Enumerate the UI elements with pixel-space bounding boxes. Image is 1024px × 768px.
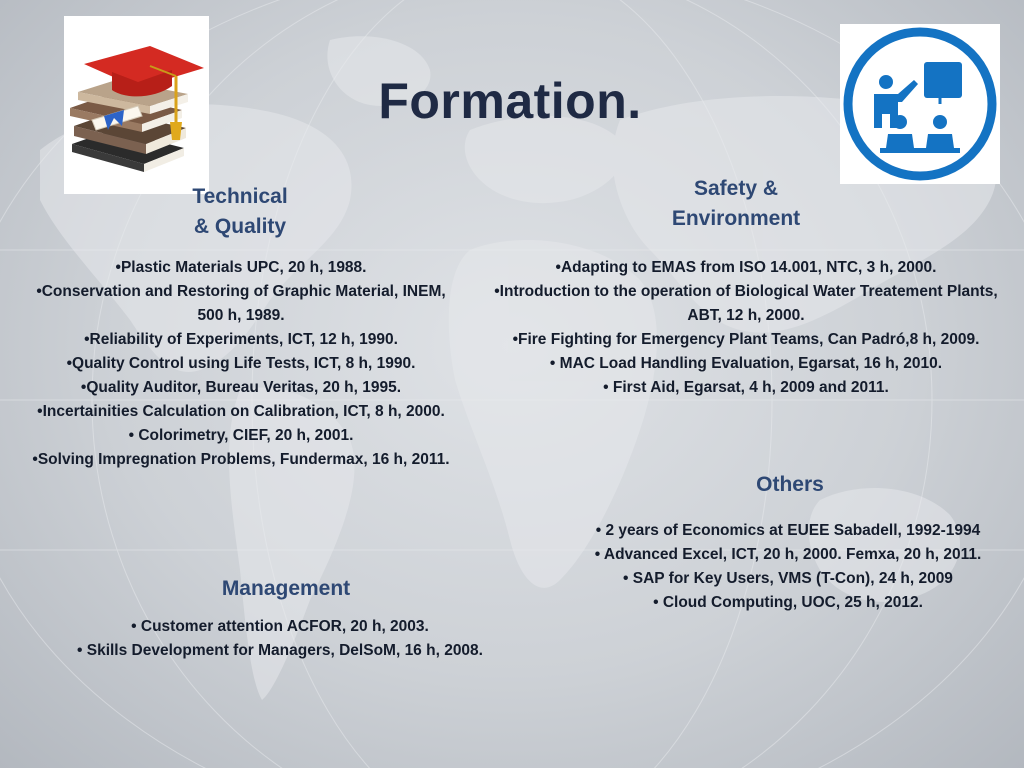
management-list [30, 615, 530, 663]
technical-heading-line1: Technical [192, 185, 288, 208]
list-item: • Customer attention ACFOR, 20 h, 2003. [131, 618, 429, 635]
list-item: • MAC Load Handling Evaluation, Egarsat, 16 h, 2010. [549, 355, 943, 372]
list-item: •Introduction to the operation of Biological Water Treatement Plants, ABT, 12 h, 2000. [494, 283, 998, 324]
technical-quality-heading [130, 182, 350, 242]
list-item: • First Aid, Egarsat, 4 h, 2009 and 2011. [603, 379, 889, 396]
list-item: •Adapting to EMAS from ISO 14.001, NTC, 3 h, 2000. [555, 259, 937, 276]
list-item: • Advanced Excel, ICT, 20 h, 2000. Femxa, 20 h, 2011. [594, 546, 982, 563]
safety-environment-heading [626, 174, 846, 234]
list-item: •Quality Auditor, Bureau Veritas, 20 h, 1995. [80, 379, 402, 396]
graduation-logo [64, 16, 209, 194]
safety-environment-list [486, 256, 1006, 400]
list-item: • Skills Development for Managers, DelSoM, 16 h, 2008. [77, 642, 483, 659]
teacher-logo [840, 24, 1000, 184]
others-heading: Others [756, 473, 824, 496]
list-item: •Plastic Materials UPC, 20 h, 1988. [115, 259, 367, 276]
teacher-presentation-icon [840, 24, 1000, 184]
others-list [588, 519, 988, 615]
list-item: •Solving Impregnation Problems, Fundermax, 16 h, 2011. [32, 451, 450, 468]
technical-quality-list [10, 256, 472, 472]
list-item: • 2 years of Economics at EUEE Sabadell, 1992-1994 [595, 522, 981, 539]
safety-heading-line1: Safety & [693, 177, 779, 200]
list-item: •Fire Fighting for Emergency Plant Teams, Can Padró,8 h, 2009. [512, 331, 980, 348]
list-item: •Incertainities Calculation on Calibration, ICT, 8 h, 2000. [37, 403, 445, 420]
graduation-cap-books-icon [64, 16, 209, 194]
management-heading: Management [221, 577, 351, 600]
list-item: •Conservation and Restoring of Graphic Material, INEM, 500 h, 1989. [36, 283, 446, 324]
technical-heading-line2: & Quality [193, 215, 287, 238]
list-item: •Reliability of Experiments, ICT, 12 h, 1990. [84, 331, 398, 348]
list-item: • Colorimetry, CIEF, 20 h, 2001. [128, 427, 354, 444]
list-item: • SAP for Key Users, VMS (T-Con), 24 h, 2009 [623, 570, 953, 587]
list-item: • Cloud Computing, UOC, 25 h, 2012. [653, 594, 923, 611]
list-item: •Quality Control using Life Tests, ICT, 8 h, 1990. [66, 355, 416, 372]
page-title: Formation. [378, 73, 642, 129]
safety-heading-line2: Environment [671, 207, 801, 230]
